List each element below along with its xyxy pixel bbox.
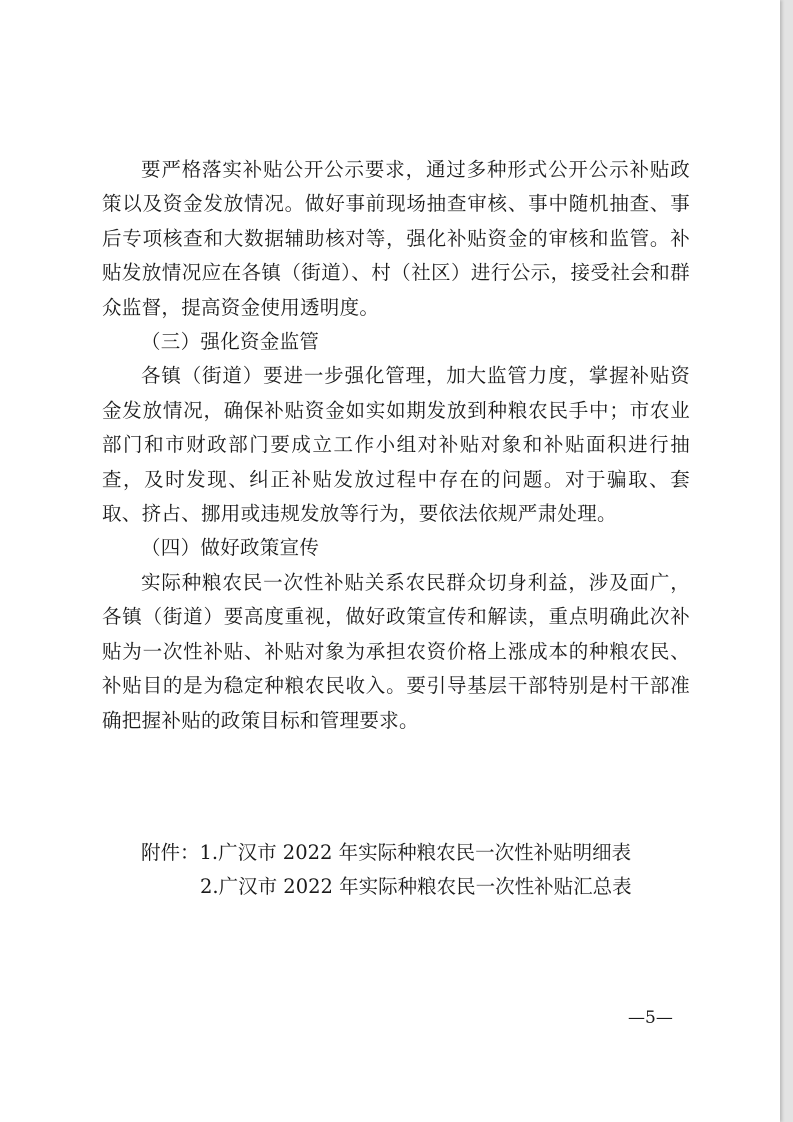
- attachment-item-1: 附件：1.广汉市 2022 年实际种粮农民一次性补贴明细表: [141, 841, 632, 864]
- section-heading-policy-publicity: （四）做好政策宣传: [141, 536, 320, 560]
- attachments-list: [102, 836, 702, 905]
- paragraph-policy-publicity: 实际种粮农民一次性补贴关系农民群众切身利益，涉及面广，各镇（街道）要高度重视，做好政策宣传和解读，重点明确此次补贴为一次性补贴、补贴对象为承担农资价格上涨成本的种粮农民、补贴目的是为稳定种粮农民收入。要引导基层干部特别是村干部准确把握补贴的政策目标和管理要求。: [102, 570, 690, 732]
- section-heading-fund-supervision: （三）强化资金监管: [141, 330, 320, 354]
- paragraph-disclosure: 要严格落实补贴公开公示要求，通过多种形式公开公示补贴政策以及资金发放情况。做好事前现场抽查审核、事中随机抽查、事后专项核查和大数据辅助核对等，强化补贴资金的审核和监管。补贴发放情况应在各镇（街道）、村（社区）进行公示，接受社会和群众监督，提高资金使用透明度。: [102, 158, 690, 319]
- paragraph-fund-supervision: 各镇（街道）要进一步强化管理，加大监管力度，掌握补贴资金发放情况，确保补贴资金如实如期发放到种粮农民手中；市农业部门和市财政部门要成立工作小组对补贴对象和补贴面积进行抽查，及时发现、纠正补贴发放过程中存在的问题。对于骗取、套取、挤占、挪用或违规发放等行为，要依法依规严肃处理。: [102, 364, 690, 526]
- page-number: —5—: [628, 1008, 673, 1028]
- document-body: [102, 153, 690, 738]
- attachment-item-2: 2.广汉市 2022 年实际种粮农民一次性补贴汇总表: [200, 875, 632, 899]
